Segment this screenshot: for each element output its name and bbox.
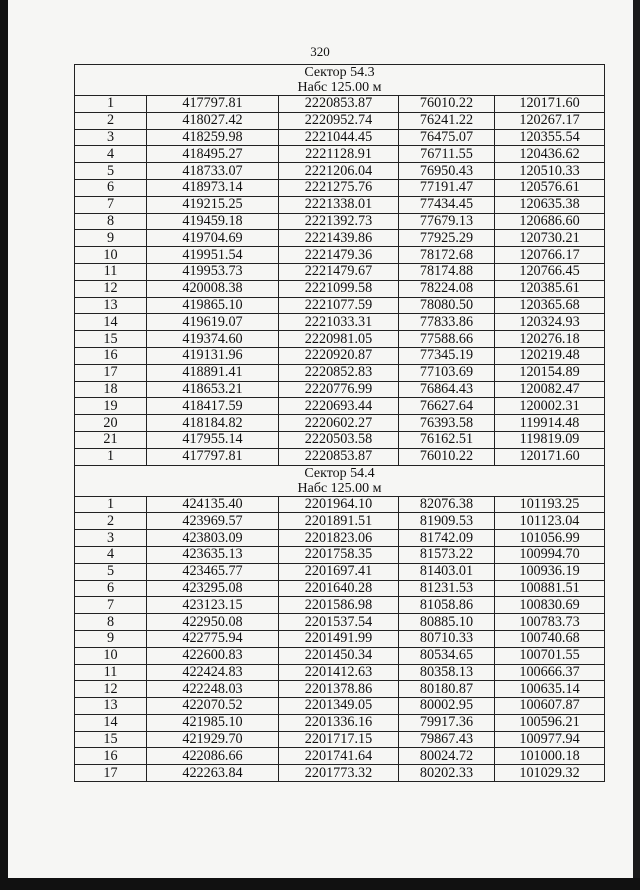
table-row: [75, 681, 605, 698]
coordinate-cell: 80002.95: [399, 698, 495, 715]
point-number-cell: 8: [75, 614, 147, 631]
point-number-cell: 1: [75, 96, 147, 113]
coordinate-cell: 2220852.83: [279, 364, 399, 381]
point-number-cell: 10: [75, 647, 147, 664]
coordinate-cell: 81573.22: [399, 546, 495, 563]
point-number-cell: 17: [75, 364, 147, 381]
coordinate-cell: 2221044.45: [279, 129, 399, 146]
section-title: Сектор 54.4: [75, 465, 605, 481]
coordinate-cell: 2220920.87: [279, 347, 399, 364]
coordinate-cell: 76864.43: [399, 381, 495, 398]
coordinate-cell: 76010.22: [399, 96, 495, 113]
coordinate-cell: 2201891.51: [279, 513, 399, 530]
table-row: [75, 580, 605, 597]
section-subheader: [75, 80, 605, 96]
coordinate-cell: 76627.64: [399, 398, 495, 415]
coordinate-cell: 120385.61: [495, 280, 605, 297]
coordinate-cell: 76162.51: [399, 431, 495, 448]
point-number-cell: 1: [75, 496, 147, 513]
point-number-cell: 19: [75, 398, 147, 415]
coordinate-cell: 120436.62: [495, 146, 605, 163]
coordinate-cell: 120355.54: [495, 129, 605, 146]
coordinate-cell: 77434.45: [399, 196, 495, 213]
table-row: [75, 563, 605, 580]
point-number-cell: 11: [75, 664, 147, 681]
table-row: [75, 664, 605, 681]
coordinate-cell: 120635.38: [495, 196, 605, 213]
coordinate-cell: 100666.37: [495, 664, 605, 681]
coordinate-cell: 419215.25: [147, 196, 279, 213]
coordinate-cell: 2201758.35: [279, 546, 399, 563]
point-number-cell: 5: [75, 163, 147, 180]
coordinate-cell: 120766.17: [495, 247, 605, 264]
coordinate-cell: 76010.22: [399, 448, 495, 465]
table-row: [75, 331, 605, 348]
coordinate-cell: 101000.18: [495, 748, 605, 765]
table-row: [75, 714, 605, 731]
table-row: [75, 213, 605, 230]
coordinate-cell: 420008.38: [147, 280, 279, 297]
coordinate-cell: 80534.65: [399, 647, 495, 664]
point-number-cell: 14: [75, 314, 147, 331]
coordinate-cell: 77679.13: [399, 213, 495, 230]
coordinate-cell: 120730.21: [495, 230, 605, 247]
coordinate-cell: 2201717.15: [279, 731, 399, 748]
point-number-cell: 2: [75, 112, 147, 129]
table-row: [75, 364, 605, 381]
coordinate-cell: 101029.32: [495, 765, 605, 782]
coordinate-cell: 120576.61: [495, 179, 605, 196]
coordinates-table: [74, 64, 605, 782]
coordinate-cell: 2201741.64: [279, 748, 399, 765]
coordinate-cell: 80202.33: [399, 765, 495, 782]
coordinate-cell: 2220693.44: [279, 398, 399, 415]
point-number-cell: 12: [75, 681, 147, 698]
page-number: 320: [310, 44, 330, 59]
table-row: [75, 263, 605, 280]
coordinate-cell: 418891.41: [147, 364, 279, 381]
coordinate-cell: 81231.53: [399, 580, 495, 597]
coordinate-cell: 120324.93: [495, 314, 605, 331]
point-number-cell: 12: [75, 280, 147, 297]
coordinate-cell: 78172.68: [399, 247, 495, 264]
coordinate-cell: 424135.40: [147, 496, 279, 513]
coordinate-cell: 120686.60: [495, 213, 605, 230]
coordinate-cell: 422775.94: [147, 630, 279, 647]
section-subtitle: Набс 125.00 м: [75, 481, 605, 497]
coordinate-cell: 421929.70: [147, 731, 279, 748]
coordinate-cell: 2201773.32: [279, 765, 399, 782]
point-number-cell: 16: [75, 748, 147, 765]
coordinate-cell: 423123.15: [147, 597, 279, 614]
coordinate-cell: 120171.60: [495, 96, 605, 113]
coordinate-cell: 76241.22: [399, 112, 495, 129]
table-row: [75, 129, 605, 146]
section-title: Сектор 54.3: [75, 65, 605, 81]
coordinate-cell: 77833.86: [399, 314, 495, 331]
coordinate-cell: 2221479.67: [279, 263, 399, 280]
section-subheader: [75, 481, 605, 497]
coordinate-cell: 2201586.98: [279, 597, 399, 614]
coordinate-cell: 120365.68: [495, 297, 605, 314]
table-row: [75, 748, 605, 765]
coordinate-cell: 80358.13: [399, 664, 495, 681]
coordinate-cell: 2220503.58: [279, 431, 399, 448]
coordinate-cell: 100740.68: [495, 630, 605, 647]
coordinate-cell: 100881.51: [495, 580, 605, 597]
coordinate-cell: 2221033.31: [279, 314, 399, 331]
coordinate-cell: 100977.94: [495, 731, 605, 748]
coordinate-cell: 76711.55: [399, 146, 495, 163]
table-row: [75, 381, 605, 398]
coordinate-cell: 2201640.28: [279, 580, 399, 597]
coordinate-cell: 2220952.74: [279, 112, 399, 129]
coordinate-cell: 422248.03: [147, 681, 279, 698]
coordinate-cell: 76475.07: [399, 129, 495, 146]
coordinate-cell: 419953.73: [147, 263, 279, 280]
coordinate-cell: 419131.96: [147, 347, 279, 364]
coordinate-cell: 2221206.04: [279, 163, 399, 180]
coordinate-cell: 418653.21: [147, 381, 279, 398]
coordinate-cell: 120219.48: [495, 347, 605, 364]
point-number-cell: 15: [75, 731, 147, 748]
coordinate-cell: 417797.81: [147, 448, 279, 465]
point-number-cell: 8: [75, 213, 147, 230]
point-number-cell: 4: [75, 546, 147, 563]
coordinate-cell: 422600.83: [147, 647, 279, 664]
coordinate-cell: 77103.69: [399, 364, 495, 381]
table-row: [75, 496, 605, 513]
coordinate-cell: 2221439.86: [279, 230, 399, 247]
coordinate-cell: 81058.86: [399, 597, 495, 614]
coordinate-cell: 101193.25: [495, 496, 605, 513]
coordinate-cell: 77588.66: [399, 331, 495, 348]
coordinate-cell: 100635.14: [495, 681, 605, 698]
coordinate-cell: 423465.77: [147, 563, 279, 580]
table-row: [75, 731, 605, 748]
table-row: [75, 280, 605, 297]
coordinate-cell: 100701.55: [495, 647, 605, 664]
table-row: [75, 112, 605, 129]
coordinate-cell: 76950.43: [399, 163, 495, 180]
coordinate-cell: 423803.09: [147, 530, 279, 547]
coordinate-cell: 78080.50: [399, 297, 495, 314]
point-number-cell: 6: [75, 179, 147, 196]
coordinate-cell: 100994.70: [495, 546, 605, 563]
coordinate-cell: 77345.19: [399, 347, 495, 364]
point-number-cell: 1: [75, 448, 147, 465]
coordinate-cell: 422086.66: [147, 748, 279, 765]
scan-edge-bottom: [0, 878, 640, 890]
coordinate-cell: 423969.57: [147, 513, 279, 530]
coordinate-cell: 2201349.05: [279, 698, 399, 715]
coordinate-cell: 120171.60: [495, 448, 605, 465]
coordinate-cell: 120267.17: [495, 112, 605, 129]
coordinate-cell: 119819.09: [495, 431, 605, 448]
coordinate-cell: 101123.04: [495, 513, 605, 530]
table-row: [75, 415, 605, 432]
coordinate-cell: 2201697.41: [279, 563, 399, 580]
coordinate-cell: 119914.48: [495, 415, 605, 432]
coordinate-cell: 2220776.99: [279, 381, 399, 398]
coordinate-cell: 77191.47: [399, 179, 495, 196]
point-number-cell: 21: [75, 431, 147, 448]
coordinate-cell: 422950.08: [147, 614, 279, 631]
coordinate-cell: 2201823.06: [279, 530, 399, 547]
table-row: [75, 230, 605, 247]
table-row: [75, 513, 605, 530]
coordinate-cell: 418417.59: [147, 398, 279, 415]
section-header: [75, 65, 605, 81]
coordinate-cell: 422070.52: [147, 698, 279, 715]
point-number-cell: 6: [75, 580, 147, 597]
table-row: [75, 398, 605, 415]
coordinate-cell: 418973.14: [147, 179, 279, 196]
coordinate-cell: 2221275.76: [279, 179, 399, 196]
coordinate-cell: 120002.31: [495, 398, 605, 415]
table-row: [75, 546, 605, 563]
point-number-cell: 9: [75, 630, 147, 647]
table-row: [75, 146, 605, 163]
coordinate-cell: 2220602.27: [279, 415, 399, 432]
table-row: [75, 347, 605, 364]
point-number-cell: 10: [75, 247, 147, 264]
coordinate-cell: 422263.84: [147, 765, 279, 782]
coordinate-cell: 2201491.99: [279, 630, 399, 647]
point-number-cell: 17: [75, 765, 147, 782]
point-number-cell: 7: [75, 597, 147, 614]
coordinate-cell: 120510.33: [495, 163, 605, 180]
coordinate-cell: 423635.13: [147, 546, 279, 563]
coordinate-cell: 80710.33: [399, 630, 495, 647]
coordinate-cell: 2221338.01: [279, 196, 399, 213]
coordinate-cell: 2220853.87: [279, 448, 399, 465]
coordinate-cell: 418495.27: [147, 146, 279, 163]
coordinate-cell: 120154.89: [495, 364, 605, 381]
point-number-cell: 11: [75, 263, 147, 280]
coordinate-cell: 423295.08: [147, 580, 279, 597]
coordinate-cell: 82076.38: [399, 496, 495, 513]
scan-edge-left: [0, 0, 8, 890]
section-header: [75, 465, 605, 481]
coordinate-cell: 100783.73: [495, 614, 605, 631]
point-number-cell: 9: [75, 230, 147, 247]
coordinate-cell: 78224.08: [399, 280, 495, 297]
coordinate-cell: 418733.07: [147, 163, 279, 180]
table-row: [75, 297, 605, 314]
coordinate-cell: 2221077.59: [279, 297, 399, 314]
table-row: [75, 196, 605, 213]
coordinate-cell: 2201336.16: [279, 714, 399, 731]
point-number-cell: 18: [75, 381, 147, 398]
coordinate-cell: 79917.36: [399, 714, 495, 731]
point-number-cell: 4: [75, 146, 147, 163]
section-subtitle: Набс 125.00 м: [75, 80, 605, 96]
coordinate-cell: 418259.98: [147, 129, 279, 146]
table-row: [75, 448, 605, 465]
coordinate-cell: 77925.29: [399, 230, 495, 247]
coordinate-cell: 120276.18: [495, 331, 605, 348]
table-row: [75, 163, 605, 180]
coordinate-cell: 418027.42: [147, 112, 279, 129]
coordinate-cell: 80180.87: [399, 681, 495, 698]
coordinate-cell: 417955.14: [147, 431, 279, 448]
coordinate-cell: 2201378.86: [279, 681, 399, 698]
coordinate-cell: 81909.53: [399, 513, 495, 530]
table-row: [75, 314, 605, 331]
coordinate-cell: 101056.99: [495, 530, 605, 547]
coordinate-cell: 100936.19: [495, 563, 605, 580]
coordinate-cell: 81742.09: [399, 530, 495, 547]
point-number-cell: 14: [75, 714, 147, 731]
coordinate-cell: 2221392.73: [279, 213, 399, 230]
coordinate-cell: 417797.81: [147, 96, 279, 113]
coordinate-cell: 79867.43: [399, 731, 495, 748]
table-row: [75, 698, 605, 715]
table-row: [75, 431, 605, 448]
point-number-cell: 13: [75, 297, 147, 314]
coordinate-cell: 2201412.63: [279, 664, 399, 681]
point-number-cell: 13: [75, 698, 147, 715]
coordinate-cell: 419619.07: [147, 314, 279, 331]
coordinate-cell: 2201537.54: [279, 614, 399, 631]
coordinate-cell: 120766.45: [495, 263, 605, 280]
coordinate-cell: 81403.01: [399, 563, 495, 580]
coordinate-cell: 419459.18: [147, 213, 279, 230]
point-number-cell: 5: [75, 563, 147, 580]
coordinate-cell: 2221128.91: [279, 146, 399, 163]
table-row: [75, 614, 605, 631]
table-row: [75, 765, 605, 782]
coordinate-cell: 2201964.10: [279, 496, 399, 513]
coordinate-cell: 421985.10: [147, 714, 279, 731]
table-row: [75, 597, 605, 614]
coordinate-cell: 78174.88: [399, 263, 495, 280]
table-row: [75, 647, 605, 664]
table-row: [75, 96, 605, 113]
coordinate-cell: 120082.47: [495, 381, 605, 398]
coordinate-cell: 76393.58: [399, 415, 495, 432]
table-row: [75, 530, 605, 547]
point-number-cell: 16: [75, 347, 147, 364]
coordinate-cell: 419865.10: [147, 297, 279, 314]
coordinate-cell: 100607.87: [495, 698, 605, 715]
point-number-cell: 20: [75, 415, 147, 432]
coordinate-cell: 2220981.05: [279, 331, 399, 348]
scan-edge-right: [633, 0, 640, 890]
table-row: [75, 247, 605, 264]
point-number-cell: 15: [75, 331, 147, 348]
coordinate-cell: 2221479.36: [279, 247, 399, 264]
table-row: [75, 630, 605, 647]
coordinate-cell: 80024.72: [399, 748, 495, 765]
coordinate-cell: 419951.54: [147, 247, 279, 264]
coordinate-cell: 419374.60: [147, 331, 279, 348]
point-number-cell: 3: [75, 129, 147, 146]
coordinate-cell: 419704.69: [147, 230, 279, 247]
coordinate-cell: 2221099.58: [279, 280, 399, 297]
coordinate-cell: 418184.82: [147, 415, 279, 432]
coordinate-cell: 422424.83: [147, 664, 279, 681]
point-number-cell: 7: [75, 196, 147, 213]
point-number-cell: 2: [75, 513, 147, 530]
coordinate-cell: 80885.10: [399, 614, 495, 631]
coordinate-cell: 2220853.87: [279, 96, 399, 113]
coordinate-cell: 100830.69: [495, 597, 605, 614]
coordinate-cell: 2201450.34: [279, 647, 399, 664]
coordinate-cell: 100596.21: [495, 714, 605, 731]
point-number-cell: 3: [75, 530, 147, 547]
table-row: [75, 179, 605, 196]
